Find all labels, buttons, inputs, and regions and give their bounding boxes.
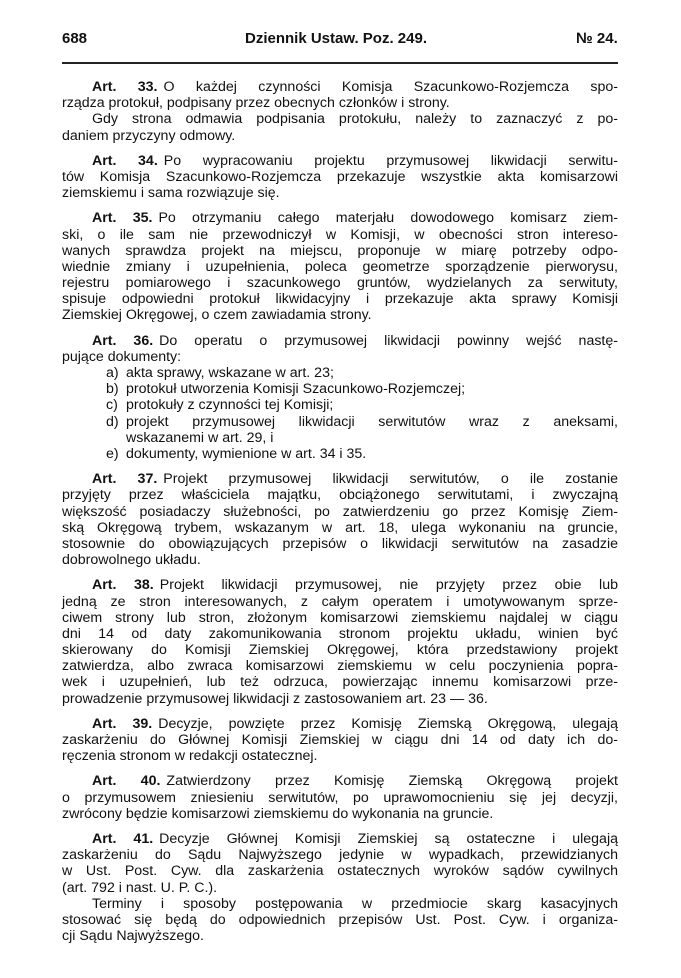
text-line xyxy=(62,227,618,243)
article-label: Art. 39. xyxy=(92,715,153,732)
line-text: Projekt przymusowej likwidacji serwitutów, o ile zostanie xyxy=(163,471,618,488)
header-rule xyxy=(62,62,618,64)
line-text: zwrócony będzie komisarzowi ziemskiemu do wykonania na gruncie. xyxy=(62,805,494,822)
text-line xyxy=(62,169,618,185)
text-line xyxy=(62,307,618,323)
text-line xyxy=(62,552,618,568)
text-line xyxy=(62,349,618,365)
text-line xyxy=(62,487,618,503)
text-line xyxy=(62,291,618,307)
article-label: Art. 38. xyxy=(92,577,154,594)
line-text: zatwierdza, albo zwraca komisarzowi ziemskiemu w celu poczynienia popra- xyxy=(62,658,618,675)
list-item-text: protokuły z czynności tej Komisji; xyxy=(126,397,334,414)
list-item-text: akta sprawy, wskazane w art. 23; xyxy=(126,365,334,381)
list-item xyxy=(62,397,618,413)
line-text: o przymusowem zniesieniu serwitutów, po uprawomocnieniu się jej decyzji, xyxy=(62,789,618,806)
text-line xyxy=(62,210,618,226)
line-text: zaskarżeniu do Sądu Najwyższego jedynie w wypadkach, przewidzianych xyxy=(62,847,618,864)
text-line xyxy=(62,577,618,593)
text-line xyxy=(62,504,618,520)
list-item xyxy=(62,365,618,381)
journal-title: Dziennik Ustaw. Poz. 249. xyxy=(245,30,427,47)
line-text: O każdej czynności Komisja Szacunkowo-Rozjemcza spo- xyxy=(163,79,618,95)
line-text: ręczenia stronom w redakcji ostatecznej. xyxy=(62,748,318,765)
line-text: skierowany do Komisji Ziemskiej Okręgowej, która przedstawiony projekt xyxy=(62,642,618,659)
text-line xyxy=(62,185,618,201)
line-text: większość posiadaczy służebności, po zatwierdzeniu go przez Komisję Ziem- xyxy=(62,503,618,520)
article-41 xyxy=(62,831,618,944)
line-text: rejestru pomiarowego i szacunkowego gruntów, wydzielanych za serwituty, xyxy=(62,275,618,292)
text-line xyxy=(62,863,618,879)
text-line xyxy=(62,896,618,912)
list-item xyxy=(62,446,618,462)
text-line xyxy=(62,594,618,610)
list-item-text: projekt przymusowej likwidacji serwitutów wraz z aneksami, xyxy=(126,413,618,430)
line-text: dobrowolnego układu. xyxy=(62,552,201,569)
line-text: cji Sądu Najwyższego. xyxy=(62,928,204,945)
text-line xyxy=(62,847,618,863)
text-line xyxy=(62,259,618,275)
list-item-text: protokuł utworzenia Komisji Szacunkowo-Rozjemczej; xyxy=(126,381,466,398)
text-line xyxy=(62,79,618,95)
text-line xyxy=(62,773,618,789)
line-text: przyjęty przez właściciela majątku, obciążonego serwitutami, i zwyczajną xyxy=(62,487,618,504)
line-text: Ziemskiej Okręgowej, o czem zawiadamia strony. xyxy=(62,307,372,324)
text-line xyxy=(62,111,618,127)
line-text: wek i uzupełnień, lub też odrzuca, powierzając innemu komisarzowi prze- xyxy=(62,674,618,691)
line-text: Projekt likwidacji przymusowej, nie przyjęty przez obie lub xyxy=(159,577,618,594)
line-text: zaskarżeniu do Głównej Komisji Ziemskiej w ciągu dni 14 od daty ich do- xyxy=(62,732,618,748)
list-item-text: wskazanemi w art. 29, i xyxy=(126,429,274,446)
line-text: stosować się będą do odpowiednich przepisów Ust. Post. Cyw. i organiza- xyxy=(62,911,618,928)
text-line xyxy=(62,928,618,944)
article-label: Art. 33. xyxy=(92,79,158,95)
text-line xyxy=(62,128,618,144)
line-text: ziemskiemu i sama rozwiązuje się. xyxy=(62,185,280,202)
list-item-text: dokumenty, wymienione w art. 34 i 35. xyxy=(126,445,367,462)
text-line xyxy=(62,243,618,259)
article-37 xyxy=(62,471,618,568)
line-text: ski, o ile sam nie przewodniczył w Komisji, w obecności stron intereso- xyxy=(62,226,618,243)
text-line xyxy=(62,333,618,349)
line-text: jedną ze stron interesowanych, z całym operatem i umotywowanym sprze- xyxy=(62,593,618,610)
text-line xyxy=(62,732,618,748)
issue-number: № 24. xyxy=(576,30,618,47)
line-text: Decyzje Głównej Komisji Ziemskiej są ostateczne i ulegają xyxy=(159,830,618,847)
line-text: prowadzenie przymusowej likwidacji z zastosowaniem art. 23 — 36. xyxy=(62,690,488,707)
line-text: Decyzje, powzięte przez Komisję Ziemską Okręgową, ulegają xyxy=(158,715,618,732)
text-line xyxy=(62,520,618,536)
text-line xyxy=(62,912,618,928)
text-line xyxy=(62,806,618,822)
list-marker: d) xyxy=(106,413,119,430)
article-39 xyxy=(62,716,618,765)
list-marker: b) xyxy=(106,381,119,398)
text-line xyxy=(62,536,618,552)
text-line xyxy=(62,674,618,690)
text-line xyxy=(62,691,618,707)
page-number: 688 xyxy=(62,30,88,47)
text-line xyxy=(62,658,618,674)
list-marker: a) xyxy=(106,365,119,381)
text-line xyxy=(62,471,618,487)
line-text: pujące dokumenty: xyxy=(62,348,182,365)
line-text: ciwem strony lub stron, złożonym komisarzowi ziemskiemu najdalej w ciągu xyxy=(62,609,618,626)
article-36 xyxy=(62,333,618,463)
line-text: stosownie do obowiązujących przepisów o likwidacji serwitutów na zasadzie xyxy=(62,535,618,552)
text-line xyxy=(62,790,618,806)
article-label: Art. 41. xyxy=(92,830,154,847)
text-line xyxy=(62,642,618,658)
text-line xyxy=(62,831,618,847)
list-marker: e) xyxy=(106,445,119,462)
document-body xyxy=(62,79,618,953)
line-text: tów Komisja Szacunkowo-Rozjemcza przekazuje wszystkie akta komisarzowi xyxy=(62,168,618,185)
article-38 xyxy=(62,577,618,707)
article-35 xyxy=(62,210,618,323)
line-text: Gdy strona odmawia podpisania protokułu, należy to zaznaczyć z po- xyxy=(92,111,618,128)
line-text: ską Okręgową trybem, wskazanym w art. 18, ulega wykonaniu na gruncie, xyxy=(62,519,618,536)
line-text: Do operatu o przymusowej likwidacji powinny wejść nastę- xyxy=(159,332,618,349)
article-34 xyxy=(62,153,618,202)
article-label: Art. 37. xyxy=(92,471,158,488)
line-text: Po otrzymaniu całego materjału dowodowego komisarz ziem- xyxy=(158,210,618,227)
line-text: wanych sprawdza projekt na miejscu, proponuje w miarę potrzeby odpo- xyxy=(62,242,618,259)
line-text: rządza protokuł, podpisany przez obecnych członków i strony. xyxy=(62,95,450,112)
line-text: w Ust. Post. Cyw. dla zaskarżenia ostatecznych wyroków sądów cywilnych xyxy=(62,863,618,880)
text-line xyxy=(62,880,618,896)
line-text: (art. 792 i nast. U. P. C.). xyxy=(62,879,218,896)
line-text: spisuje odpowiedni protokuł likwidacyjny i przekazuje akta sprawy Komisji xyxy=(62,291,618,308)
line-text: daniem przyczyny odmowy. xyxy=(62,127,236,144)
article-label: Art. 36. xyxy=(92,332,154,349)
line-text: wiednie zmiany i uzupełnienia, poleca geometrze sporządzenie pierworysu, xyxy=(62,258,618,275)
line-text: dni 14 od daty zakomunikowania stronom projektu układu, winien być xyxy=(62,625,618,642)
article-label: Art. 34. xyxy=(92,152,158,169)
article-33 xyxy=(62,79,618,144)
line-text: Terminy i sposoby postępowania w przedmiocie skarg kasacyjnych xyxy=(92,895,618,912)
list-marker: c) xyxy=(106,397,118,414)
text-line xyxy=(62,153,618,169)
text-line xyxy=(62,95,618,111)
text-line xyxy=(62,626,618,642)
list-item xyxy=(62,381,618,397)
line-text: Zatwierdzony przez Komisję Ziemską Okręgową projekt xyxy=(166,773,618,790)
article-label: Art. 40. xyxy=(92,773,161,790)
text-line xyxy=(62,716,618,732)
list-item xyxy=(62,414,618,446)
text-line xyxy=(62,275,618,291)
text-line xyxy=(62,610,618,626)
text-line xyxy=(62,748,618,764)
article-label: Art. 35. xyxy=(92,210,153,227)
line-text: Po wypracowaniu projektu przymusowej likwidacji serwitu- xyxy=(163,152,618,169)
article-40 xyxy=(62,773,618,822)
